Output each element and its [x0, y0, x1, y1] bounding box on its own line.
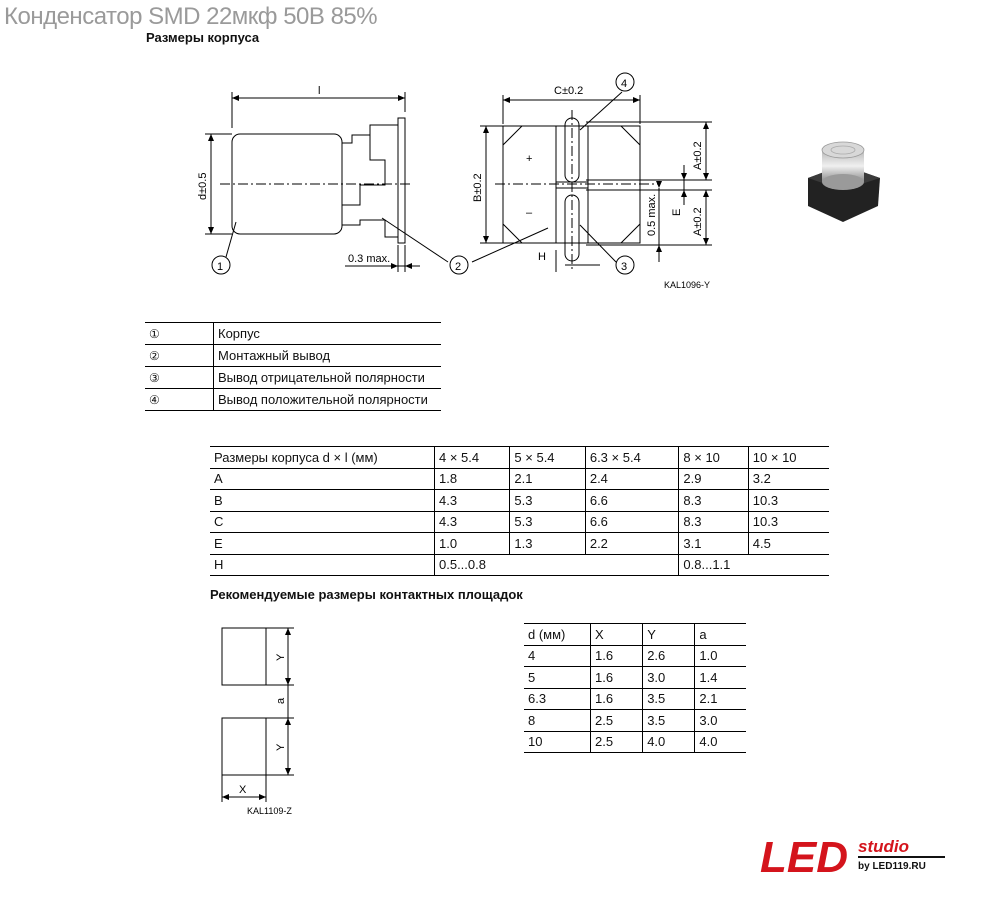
- capacitor-photo: [808, 142, 880, 222]
- table-cell: 3.0: [695, 710, 746, 732]
- table-cell: 10.3: [748, 490, 829, 512]
- header-cell: 8 × 10: [679, 447, 748, 469]
- header-cell: 4 × 5.4: [435, 447, 510, 469]
- header-cell: d (мм): [528, 626, 566, 642]
- table-cell: 1.0: [695, 645, 746, 667]
- table-cell: 1.4: [695, 667, 746, 689]
- legend-row: [145, 323, 441, 345]
- table-cell: 1.0: [435, 533, 510, 555]
- table-cell: 1.6: [591, 645, 643, 667]
- table-header-row: [210, 447, 829, 469]
- table-cell: 5.3: [510, 511, 585, 533]
- label-0.3max: 0.3 max.: [348, 253, 391, 265]
- pad-bottom: [222, 718, 266, 775]
- label-a: a: [275, 697, 287, 704]
- table-row: [210, 511, 829, 533]
- dimensions-table: [210, 446, 829, 576]
- table-cell: 2.1: [510, 468, 585, 490]
- table-row: [524, 710, 746, 732]
- table-cell: 4.5: [748, 533, 829, 555]
- table-cell: 6.3: [528, 691, 547, 707]
- table-cell: 0.8...1.1: [679, 554, 829, 576]
- table-cell: 4.3: [435, 511, 510, 533]
- legend-number: ②: [145, 345, 214, 367]
- legend-table: [145, 322, 441, 411]
- table-cell: 4.0: [643, 731, 695, 753]
- label-y-bottom: Y: [275, 743, 287, 751]
- legend-row: [145, 389, 441, 411]
- header-cell: Размеры корпуса d × l (мм): [214, 449, 378, 465]
- legend-text: Вывод положительной полярности: [218, 392, 428, 407]
- callout-4: 4: [621, 78, 628, 90]
- header-cell: X: [591, 624, 643, 646]
- pad-top: [222, 628, 266, 685]
- legend-number: ①: [145, 323, 214, 345]
- table-row: [210, 554, 829, 576]
- pad-section-title: Рекомендуемые размеры контактных площадок: [210, 587, 523, 602]
- table-cell: 3.0: [643, 667, 695, 689]
- table-row: [210, 490, 829, 512]
- table-cell: 6.6: [585, 490, 679, 512]
- table-row: [524, 667, 746, 689]
- table-cell: 2.5: [591, 731, 643, 753]
- label-e: E: [671, 208, 683, 216]
- table-cell: 10.3: [748, 511, 829, 533]
- table-cell: 5.3: [510, 490, 585, 512]
- label-a-top: A±0.2: [692, 141, 704, 170]
- table-cell: 3.5: [643, 688, 695, 710]
- table-cell: 3.5: [643, 710, 695, 732]
- pad-size-table: [524, 623, 746, 753]
- table-cell: 0.5...0.8: [435, 554, 679, 576]
- section-title: Размеры корпуса: [146, 30, 260, 45]
- table-row: [210, 533, 829, 555]
- table-cell: 3.1: [679, 533, 748, 555]
- label-y-top: Y: [275, 653, 287, 661]
- header-cell: Y: [643, 624, 695, 646]
- header-cell: 6.3 × 5.4: [585, 447, 679, 469]
- table-cell: B: [214, 492, 223, 508]
- callout-3: 3: [621, 261, 628, 273]
- table-cell: 2.5: [591, 710, 643, 732]
- table-cell: 8.3: [679, 490, 748, 512]
- table-cell: 4: [528, 648, 536, 664]
- header-cell: 5 × 5.4: [510, 447, 585, 469]
- label-h: H: [538, 251, 546, 263]
- table-row: [524, 731, 746, 753]
- legend-row: [145, 367, 441, 389]
- table-cell: 2.4: [585, 468, 679, 490]
- label-0.5max: 0.5 max.: [646, 193, 658, 236]
- table-cell: 6.6: [585, 511, 679, 533]
- label-c: C±0.2: [554, 85, 584, 97]
- table-cell: 1.8: [435, 468, 510, 490]
- label-b: B±0.2: [472, 173, 484, 202]
- label-d: d±0.5: [197, 172, 209, 200]
- table-cell: 4.3: [435, 490, 510, 512]
- legend-number: ③: [145, 367, 214, 389]
- legend-text: Монтажный вывод: [218, 348, 331, 363]
- table-cell: 8: [528, 712, 536, 728]
- legend-row: [145, 345, 441, 367]
- table-cell: 1.6: [591, 667, 643, 689]
- minus-sign: –: [526, 207, 533, 219]
- drawing-ref: KAL1096-Y: [664, 280, 711, 290]
- capacitor-dimension-drawing: [0, 0, 1000, 300]
- callout-1: 1: [217, 261, 224, 273]
- table-cell: 2.1: [695, 688, 746, 710]
- table-cell: 4.0: [695, 731, 746, 753]
- table-cell: 8.3: [679, 511, 748, 533]
- table-cell: 1.3: [510, 533, 585, 555]
- table-cell: 2.2: [585, 533, 679, 555]
- plus-sign: +: [526, 153, 533, 165]
- logo-sub: studio: [858, 837, 909, 856]
- table-cell: A: [214, 471, 223, 487]
- table-header-row: [524, 624, 746, 646]
- table-row: [210, 468, 829, 490]
- table-cell: 2.6: [643, 645, 695, 667]
- header-cell: a: [695, 624, 746, 646]
- table-cell: 2.9: [679, 468, 748, 490]
- page-title: Конденсатор SMD 22мкф 50В 85%: [4, 3, 378, 30]
- table-cell: 3.2: [748, 468, 829, 490]
- table-cell: 5: [528, 669, 536, 685]
- table-row: [524, 645, 746, 667]
- legend-text: Вывод отрицательной полярности: [218, 370, 425, 385]
- table-cell: 1.6: [591, 688, 643, 710]
- table-cell: H: [214, 557, 224, 573]
- callout-2: 2: [455, 261, 462, 273]
- table-cell: 10: [528, 734, 543, 750]
- label-a-bottom: A±0.2: [692, 207, 704, 236]
- pad-drawing-ref: KAL1109-Z: [247, 806, 292, 816]
- logo-main: LED: [760, 833, 848, 882]
- table-cell: E: [214, 535, 223, 551]
- legend-number: ④: [145, 389, 214, 411]
- pad-layout-drawing: [200, 615, 320, 820]
- label-l: l: [318, 85, 321, 97]
- table-cell: C: [214, 514, 224, 530]
- label-x: X: [239, 784, 247, 796]
- table-row: [524, 688, 746, 710]
- header-cell: 10 × 10: [748, 447, 829, 469]
- ledstudio-logo: [760, 832, 950, 882]
- legend-text: Корпус: [218, 326, 260, 341]
- logo-by: by LED119.RU: [858, 861, 926, 872]
